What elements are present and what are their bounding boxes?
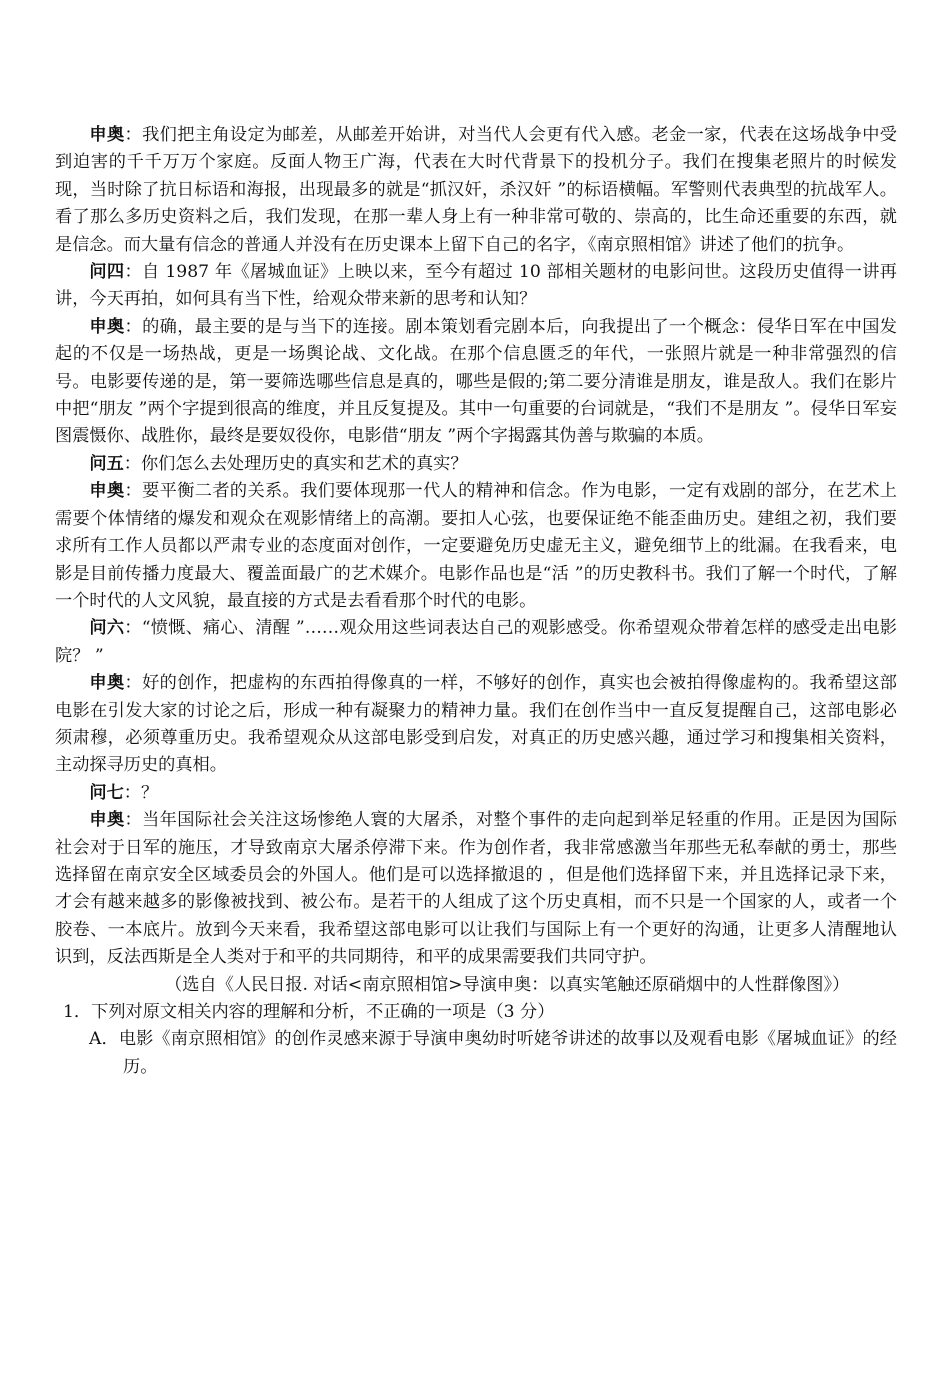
- paragraph-text: ：“愤慨、痛心、清醒 ”……观众用这些词表达自己的观影感受。你希望观众带着怎样的感受走出电影院？ ”: [55, 618, 897, 666]
- speaker-label: 问五: [89, 453, 124, 474]
- speaker-label: 申奥: [89, 810, 125, 831]
- question-1: [55, 999, 897, 1026]
- paragraph-3: [55, 451, 897, 478]
- paragraph-2: [55, 314, 897, 451]
- speaker-label: 申奥: [89, 673, 125, 694]
- paragraph-5: [55, 615, 897, 670]
- question-number: 1．: [63, 1002, 92, 1022]
- source-citation: （选自《人民日报. 对话<南京照相馆>导演申奥：以真实笔触还原硝烟中的人性群像图》）: [165, 974, 850, 995]
- paragraph-text: ：当年国际社会关注这场惨绝人寰的大屠杀，对整个事件的走向起到举足轻重的作用。正是因为国际社会对于日军的施压，才导致南京大屠杀停滞下来。作为创作者，我非常感激当年那些无私奉献的勇士，那些选择留在南京安全区域委员会的外国人。他们是可以选择撤退的 ，但是他们选择留下来，并且选择记录下来，才会有越来越多的影像被找到、被公布。是若干的人组成了这个历史真相，而不只是一个国家的人，或者一个胶卷、一本底片。放到今天来看，我希望这部电影可以让我们与国际上有一个更好的沟通，让更多人清醒地认识到，反法西斯是全人类对于和平的共同期待，和平的成果需要我们共同守护。: [55, 810, 897, 968]
- document-page: [55, 122, 897, 1081]
- option-a: [55, 1026, 897, 1081]
- paragraph-text: ：要平衡二者的关系。我们要体现那一代人的精神和信念。作为电影，一定有戏剧的部分，在艺术上需要个体情绪的爆发和观众在观影情绪上的高潮。要扣人心弦，也要保证绝不能歪曲历史。建组之初，我们要求所有工作人员都以严肃专业的态度面对创作，一定要避免历史虚无主义，避免细节上的纰漏。在我看来，电影是目前传播力度最大、覆盖面最广的艺术媒介。电影作品也是“活 ”的历史教科书。我们了解一个时代，了解一个时代的人文风貌，最直接的方式是去看看那个时代的电影。: [55, 481, 897, 611]
- paragraph-text: ：的确，最主要的是与当下的连接。剧本策划看完剧本后，向我提出了一个概念：侵华日军在中国发起的不仅是一场热战，更是一场舆论战、文化战。在那个信息匮乏的年代，一张照片就是一种非常强烈的信号。电影要传递的是，第一要筛选哪些信息是真的，哪些是假的;第二要分清谁是朋友，谁是敌人。我们在影片中把“朋友 ”两个字提到很高的维度，并且反复提及。其中一句重要的台词就是，“我们不是朋友 ”。侵华日军妄图震慑你、战胜你，最终是要奴役你，电影借“朋友 ”两个字揭露其伪善与欺骗的本质。: [55, 316, 897, 447]
- paragraph-text: ：我们把主角设定为邮差，从邮差开始讲，对当代人会更有代入感。老金一家，代表在这场战争中受到迫害的千千万万个家庭。反面人物王广海，代表在大时代背景下的投机分子。我们在搜集老照片的时候发现，当时除了抗日标语和海报，出现最多的就是“抓汉奸，杀汉奸 ”的标语横幅。军警则代表典型的抗战军人。看了那么多历史资料之后，我们发现，在那一辈人身上有一种非常可敬的、崇高的，比生命还重要的东西，就是信念。而大量有信念的普通人并没有在历史课本上留下自己的名字，《南京照相馆》讲述了他们的抗争。: [55, 125, 897, 255]
- paragraph-0: [55, 122, 897, 259]
- paragraph-6: [55, 670, 897, 780]
- speaker-label: 问七: [89, 782, 124, 803]
- paragraph-text: ：你们怎么去处理历史的真实和艺术的真实？: [123, 453, 468, 474]
- option-text: 电影《南京照相馆》的创作灵感来源于导演申奥幼时听姥爷讲述的故事以及观看电影《屠城血证》的经历。: [118, 1029, 897, 1077]
- paragraph-text: ：？: [123, 782, 159, 803]
- paragraph-4: [55, 478, 897, 615]
- speaker-label: 问六: [89, 618, 125, 639]
- paragraph-text: ：好的创作，把虚构的东西拍得像真的一样，不够好的创作，真实也会被拍得像虚构的。我希望这部电影在引发大家的讨论之后，形成一种有凝聚力的精神力量。我们在创作当中一直反复提醒自己，这部电影必须肃穆，必须尊重历史。我希望观众从这部电影受到启发，对真正的历史感兴趣，通过学习和搜集相关资料，主动探寻历史的真相。: [55, 673, 897, 776]
- speaker-label: 申奥: [89, 481, 125, 502]
- question-text: 下列对原文相关内容的理解和分析，不正确的一项是（3 分）: [91, 1002, 555, 1022]
- paragraph-8: [55, 807, 897, 971]
- speaker-label: 申奥: [89, 125, 125, 145]
- speaker-label: 申奥: [89, 316, 125, 337]
- option-label: A．: [89, 1029, 119, 1050]
- paragraph-7: [55, 780, 897, 807]
- paragraph-1: [55, 259, 897, 314]
- paragraph-text: ：自 1987 年《屠城血证》上映以来，至今有超过 10 部相关题材的电影问世。这段历史值得一讲再讲，今天再拍，如何具有当下性，给观众带来新的思考和认知？: [55, 262, 897, 310]
- speaker-label: 问四: [89, 262, 125, 283]
